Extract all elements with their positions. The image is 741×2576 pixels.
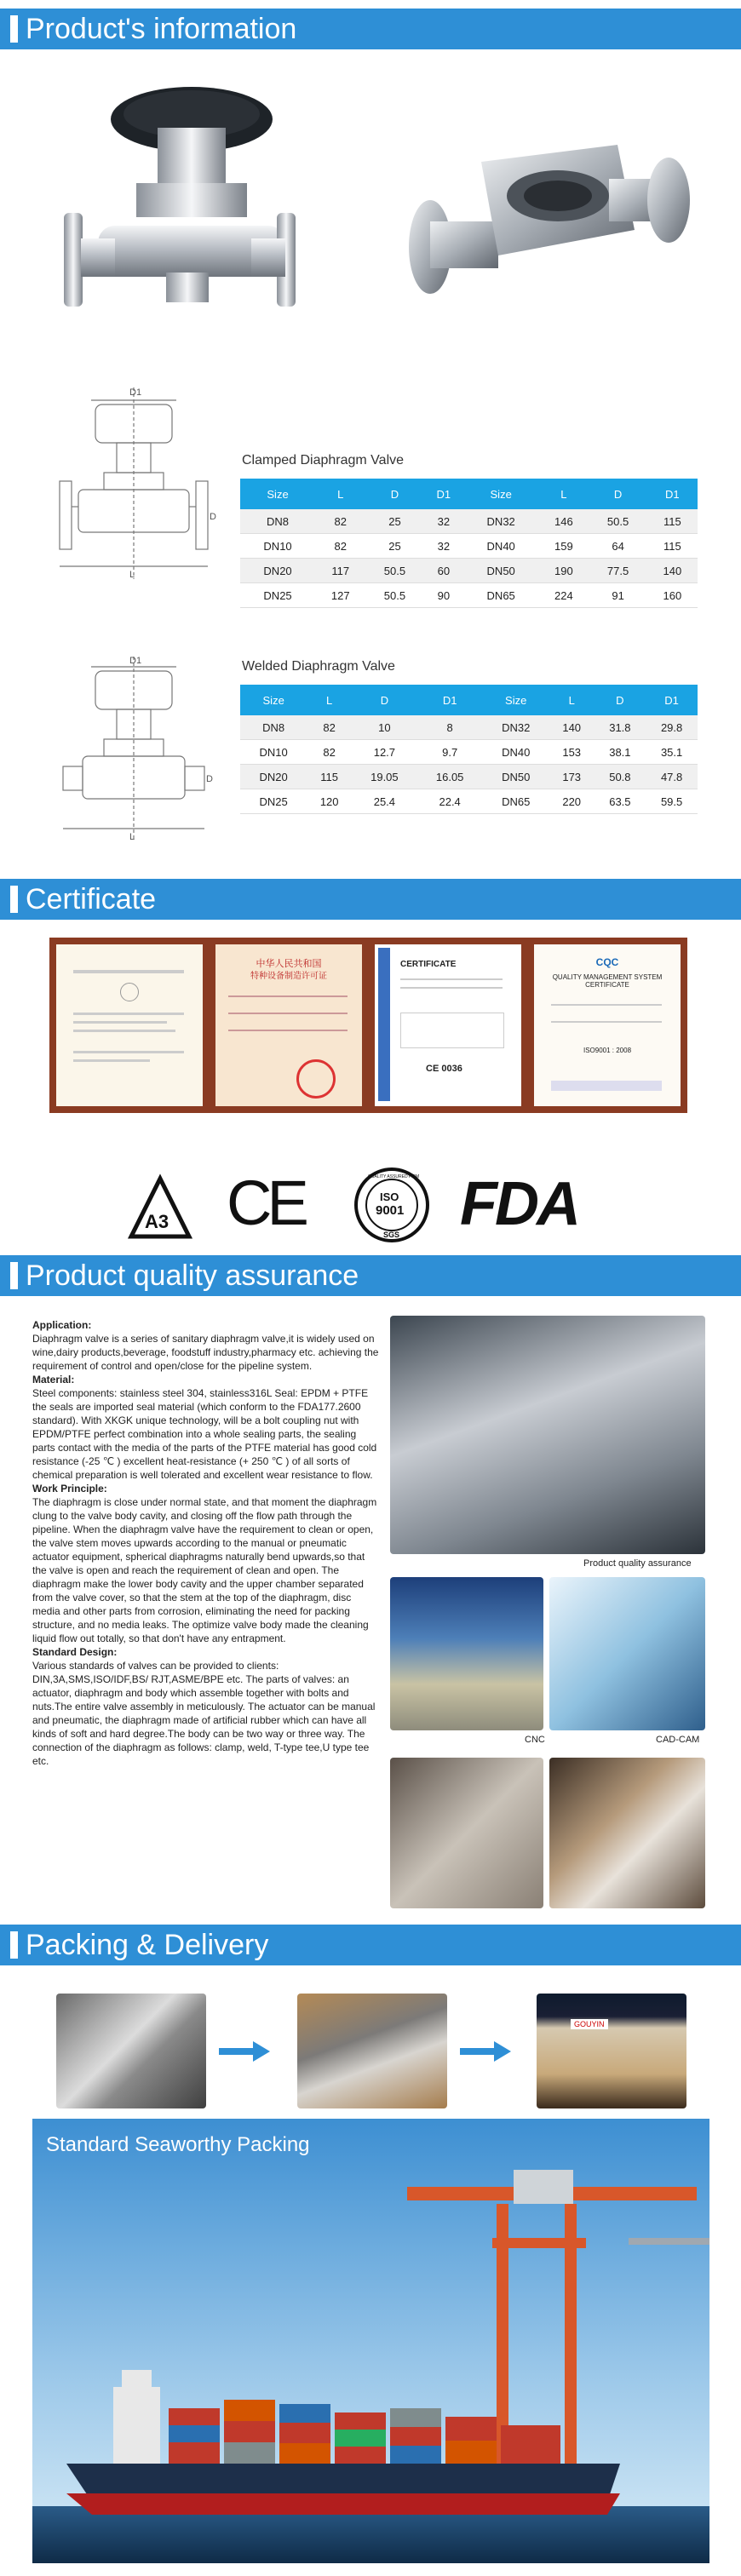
table-row xyxy=(240,715,698,740)
table-cell: DN8 xyxy=(240,509,315,534)
table-cell: 159 xyxy=(538,534,589,559)
table-header-cell: Size xyxy=(463,479,538,509)
table-header-cell: D1 xyxy=(424,479,464,509)
table-cell: 31.8 xyxy=(595,715,646,740)
table-cell: DN40 xyxy=(483,740,549,765)
banner-accent xyxy=(10,15,18,43)
quality-description xyxy=(32,1318,382,1768)
table-cell: DN32 xyxy=(463,509,538,534)
table-cell: DN25 xyxy=(240,789,307,814)
caption-cnc: CNC xyxy=(525,1735,545,1745)
table-cell: 63.5 xyxy=(595,789,646,814)
table-cell: 90 xyxy=(424,583,464,608)
section-banner-certificate xyxy=(0,879,741,920)
table-cell: DN10 xyxy=(240,740,307,765)
table-cell: DN20 xyxy=(240,765,307,789)
svg-text:A3: A3 xyxy=(145,1211,169,1232)
section-banner-packing xyxy=(0,1925,741,1965)
table-header-cell: D1 xyxy=(646,685,698,715)
table-cell: 115 xyxy=(307,765,352,789)
table-cell: 115 xyxy=(647,534,698,559)
welded-valve-drawing xyxy=(53,654,215,846)
table-cell: 29.8 xyxy=(646,715,698,740)
table-cell: 153 xyxy=(549,740,595,765)
table-cell: DN40 xyxy=(463,534,538,559)
table-row xyxy=(240,559,698,583)
table-header-cell: L xyxy=(307,685,352,715)
table-header-cell: D xyxy=(365,479,423,509)
section-title: Certificate xyxy=(26,883,157,915)
table-header-cell: D xyxy=(595,685,646,715)
quality-photo-polishing xyxy=(390,1758,543,1908)
table-row xyxy=(240,740,698,765)
section-title: Product's information xyxy=(26,13,297,45)
table-cell: 117 xyxy=(315,559,365,583)
table-cell: 64 xyxy=(589,534,646,559)
table-header-cell: L xyxy=(549,685,595,715)
table-cell: 140 xyxy=(647,559,698,583)
table-cell: 115 xyxy=(647,509,698,534)
standard-design-text: Various standards of valves can be provided to clients: DIN,3A,SMS,ISO/IDF,BS/ RJT,ASME/BPE etc. The parts of valves: an actuator, diaphragm and body which assemble together with bolts and nuts.The entire valve assembly in meticulously. The actuator can be manual and pneumatic, the diaphragm made of artificial rubber which can have all kinds of soft and hard degree.The body can be two way or three way. The connection of the diaphragm as follows: clamp, weld, T-type tee,U type tee etc. xyxy=(32,1660,376,1767)
cert-cn-subtitle: 特种设备制造许可证 xyxy=(250,972,327,981)
table-cell: 50.8 xyxy=(595,765,646,789)
table-cell: 19.05 xyxy=(352,765,417,789)
table-cell: 38.1 xyxy=(595,740,646,765)
seaworthy-packing-photo xyxy=(32,2119,709,2563)
packing-photo-wooden-case xyxy=(537,1994,686,2108)
table-cell: 82 xyxy=(307,740,352,765)
table-cell: 127 xyxy=(315,583,365,608)
table-cell: 50.5 xyxy=(365,559,423,583)
valve-photo-handwheel xyxy=(47,77,311,358)
quality-photo-cadcam xyxy=(549,1577,705,1730)
table-cell: 190 xyxy=(538,559,589,583)
application-text: Diaphragm valve is a series of sanitary diaphragm valve,it is widely used on wine,dairy products,beverage, foodstuff industry,pharmacy etc. achieving the requirement of control and open/close for the pipeline system. xyxy=(32,1333,379,1372)
table-cell: 220 xyxy=(549,789,595,814)
table-row xyxy=(240,789,698,814)
table-cell: 25 xyxy=(365,534,423,559)
dim-d1-label: D1 xyxy=(129,387,142,398)
table-cell: 47.8 xyxy=(646,765,698,789)
table-cell: 60 xyxy=(424,559,464,583)
table-cell: 224 xyxy=(538,583,589,608)
application-heading: Application: xyxy=(32,1319,92,1331)
table-header-row xyxy=(240,479,698,509)
table-cell: 16.05 xyxy=(417,765,483,789)
table-header-cell: D1 xyxy=(647,479,698,509)
section-title: Product quality assurance xyxy=(26,1259,359,1292)
material-heading: Material: xyxy=(32,1374,75,1386)
packing-photo-carton xyxy=(297,1994,447,2108)
cert-title: QUALITY MANAGEMENT SYSTEM CERTIFICATE xyxy=(552,973,663,989)
cert-cn-title: 中华人民共和国 xyxy=(256,959,322,969)
cqc-logo: CQC xyxy=(595,956,619,968)
ce-mark-text: CE 0036 xyxy=(426,1064,462,1074)
ce-logo: CE xyxy=(227,1168,304,1238)
table-row xyxy=(240,583,698,608)
certificate-image-2 xyxy=(209,938,369,1113)
material-text: Steel components: stainless steel 304, stainless316L Seal: EPDM + PTFE the seals are imported seal material (which conform to the FDA177.2600 standard). With XKGK unique technology, will be a bolt coupling nut with EPDM/PTFE perfect combination into a whole sealing parts, the sealing parts contact with the media of the parts of the PTFE material has good cold resistance (-25 ℃ ) excellent heat-resistance (+ 250 ℃ ) of all sorts of chemical preparation is well tolerated and excellent wear resistance to flow. xyxy=(32,1387,377,1481)
dim-d1-label: D1 xyxy=(129,656,142,666)
table-cell: 32 xyxy=(424,509,464,534)
table-header-cell: D1 xyxy=(417,685,483,715)
table-cell: 160 xyxy=(647,583,698,608)
table-header-cell: L xyxy=(315,479,365,509)
quality-photo-lathe xyxy=(390,1316,705,1554)
dim-l-label: L xyxy=(129,570,135,580)
table-cell: DN50 xyxy=(463,559,538,583)
svg-text:9001: 9001 xyxy=(376,1203,405,1218)
cert-iso: ISO9001 : 2008 xyxy=(583,1047,632,1054)
table-cell: 8 xyxy=(417,715,483,740)
valve-photo-body xyxy=(396,128,703,315)
table-cell: 173 xyxy=(549,765,595,789)
table-cell: DN50 xyxy=(483,765,549,789)
table-cell: 50.5 xyxy=(365,583,423,608)
table-header-cell: Size xyxy=(240,479,315,509)
table-cell: 146 xyxy=(538,509,589,534)
cert-logos-row xyxy=(551,1081,662,1091)
clamped-spec-table xyxy=(240,479,698,608)
section-title: Packing & Delivery xyxy=(26,1929,269,1961)
table-cell: 82 xyxy=(315,534,365,559)
a3-logo xyxy=(128,1175,192,1240)
table-header-cell: D xyxy=(352,685,417,715)
table-cell: 50.5 xyxy=(589,509,646,534)
table-cell: 22.4 xyxy=(417,789,483,814)
ship-caption: Standard Seaworthy Packing xyxy=(46,2133,310,2156)
quality-photo-welding xyxy=(549,1758,705,1908)
table-cell: 10 xyxy=(352,715,417,740)
svg-text:QUALITY ASSURED FIRM: QUALITY ASSURED FIRM xyxy=(368,1174,420,1179)
table-cell: DN8 xyxy=(240,715,307,740)
clamped-valve-drawing xyxy=(53,383,215,583)
table-cell: 77.5 xyxy=(589,559,646,583)
table-cell: DN65 xyxy=(463,583,538,608)
table-cell: 82 xyxy=(315,509,365,534)
table-cell: 91 xyxy=(589,583,646,608)
table-cell: 9.7 xyxy=(417,740,483,765)
certificate-image-4 xyxy=(527,938,687,1113)
svg-text:SGS: SGS xyxy=(383,1231,400,1239)
dim-l-label: L xyxy=(129,832,135,842)
cert-title: CERTIFICATE xyxy=(400,960,457,969)
table-header-cell: Size xyxy=(240,685,307,715)
standard-design-heading: Standard Design: xyxy=(32,1646,118,1658)
welded-table-title: Welded Diaphragm Valve xyxy=(242,659,395,674)
quality-photo-cnc xyxy=(390,1577,543,1730)
section-banner-product-info xyxy=(0,9,741,49)
table-cell: DN25 xyxy=(240,583,315,608)
clamped-table-title: Clamped Diaphragm Valve xyxy=(242,453,405,468)
dim-d-label: D xyxy=(210,512,216,522)
fda-logo: FDA xyxy=(460,1170,578,1238)
red-seal-icon xyxy=(296,1059,336,1099)
banner-accent xyxy=(10,1262,18,1289)
section-banner-quality xyxy=(0,1255,741,1296)
table-header-cell: L xyxy=(538,479,589,509)
table-row xyxy=(240,509,698,534)
table-cell: 25.4 xyxy=(352,789,417,814)
banner-accent xyxy=(10,1931,18,1959)
table-cell: DN10 xyxy=(240,534,315,559)
certificate-image-3 xyxy=(368,938,528,1113)
iso9001-logo xyxy=(353,1167,430,1243)
arrow-right-icon xyxy=(219,2041,270,2062)
table-cell: DN20 xyxy=(240,559,315,583)
dim-d-label: D xyxy=(206,774,213,784)
case-label: GOUYIN xyxy=(571,2019,608,2029)
table-cell: 59.5 xyxy=(646,789,698,814)
table-cell: 32 xyxy=(424,534,464,559)
table-cell: 25 xyxy=(365,509,423,534)
table-header-row xyxy=(240,685,698,715)
arrow-right-icon xyxy=(460,2041,511,2062)
table-cell: 12.7 xyxy=(352,740,417,765)
table-row xyxy=(240,534,698,559)
svg-text:ISO: ISO xyxy=(380,1190,399,1203)
table-cell: 35.1 xyxy=(646,740,698,765)
certificate-image-1 xyxy=(49,938,210,1113)
banner-accent xyxy=(10,886,18,913)
table-header-cell: Size xyxy=(483,685,549,715)
table-cell: DN32 xyxy=(483,715,549,740)
caption-cadcam: CAD-CAM xyxy=(656,1735,700,1745)
work-principle-heading: Work Principle: xyxy=(32,1483,107,1495)
table-cell: 140 xyxy=(549,715,595,740)
table-cell: 120 xyxy=(307,789,352,814)
table-cell: DN65 xyxy=(483,789,549,814)
table-header-cell: D xyxy=(589,479,646,509)
table-cell: 82 xyxy=(307,715,352,740)
table-row xyxy=(240,765,698,789)
packing-photo-valve-bag xyxy=(56,1994,206,2108)
caption-quality: Product quality assurance xyxy=(583,1558,692,1569)
work-principle-text: The diaphragm is close under normal state, and that moment the diaphragm clung to the valve body cavity, and closing off the flow path through the pipeline. When the diaphragm valve have the requirement to clean or open, the valve stem moves upwards according to the manual or pneumatic actuator equipment, spherical diaphragms naturally bend upwards,so that the valve is open and reach the requirement of clean and open. The diaphragm make the lower body cavity and the upper chamber separated from the valve cover, so that the stem at the top of the diaphragm, disc media and other parts from corrosion, eliminating the need for packing structure, and no media leaks. The optimize valve body made the cleaning liquid flow out totally, so that don't have any entrapment. xyxy=(32,1496,377,1644)
welded-spec-table xyxy=(240,685,698,814)
